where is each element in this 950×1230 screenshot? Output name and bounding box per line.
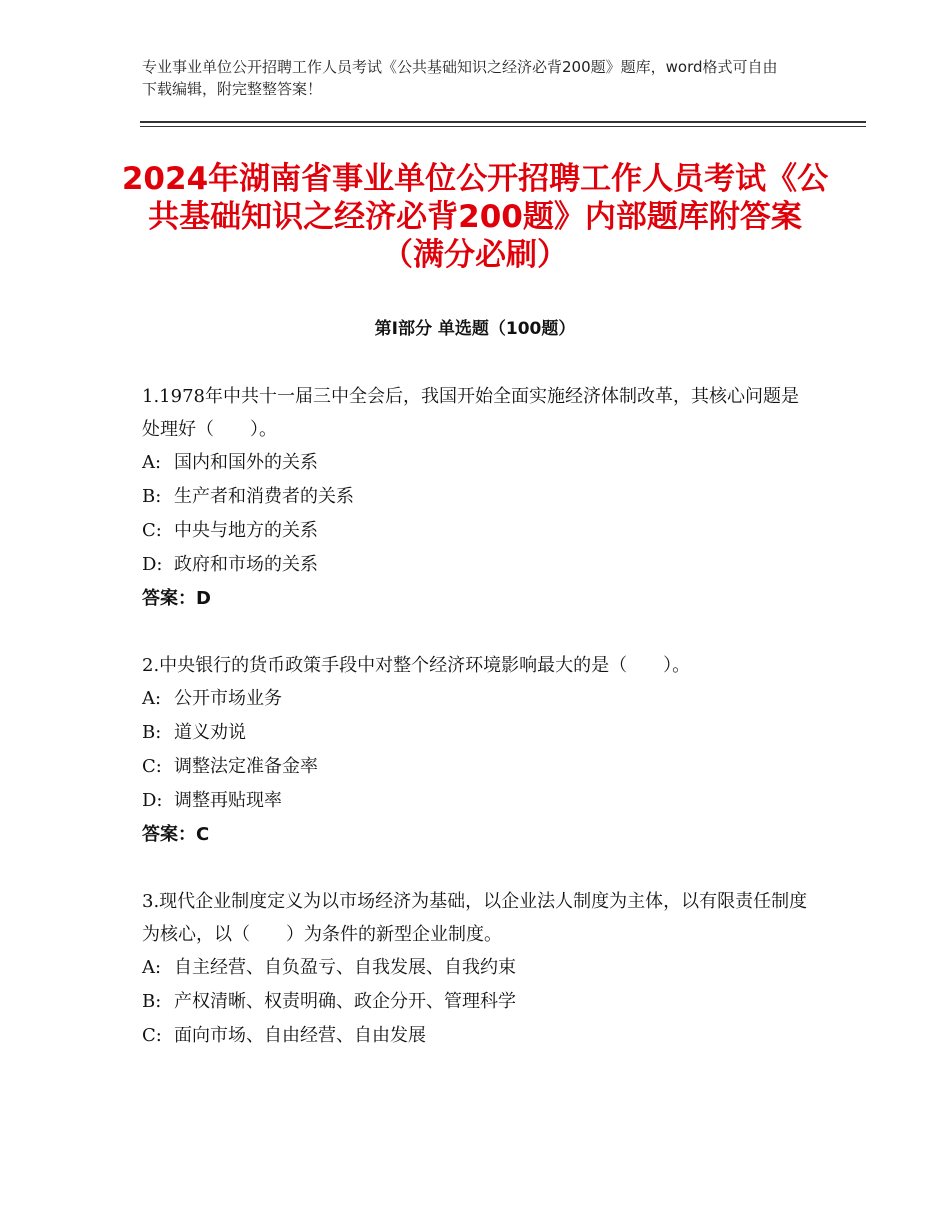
option-a xyxy=(142,446,812,480)
option-letter: A: xyxy=(142,452,162,473)
question-1 xyxy=(142,380,812,616)
question-list xyxy=(142,380,812,1086)
option-letter: B: xyxy=(142,991,162,1012)
option-letter: B: xyxy=(142,722,162,743)
option-text: 调整再贴现率 xyxy=(174,790,282,811)
option-letter: D: xyxy=(142,554,163,575)
option-a xyxy=(142,682,812,716)
question-stem: 3.现代企业制度定义为以市场经济为基础，以企业法人制度为主体，以有限责任制度为核心，以（ ）为条件的新型企业制度。 xyxy=(142,891,808,945)
header-rule-thin xyxy=(140,126,866,127)
option-letter: D: xyxy=(142,790,163,811)
section-title: 第Ⅰ部分 单选题（100题） xyxy=(374,319,576,339)
question-stem: 1.1978年中共十一届三中全会后，我国开始全面实施经济体制改革，其核心问题是处理好（ ）。 xyxy=(142,386,799,440)
option-letter: A: xyxy=(142,688,162,709)
header-note: 专业事业单位公开招聘工作人员考试《公共基础知识之经济必背200题》题库，word格式可自由下载编辑，附完整整答案！ xyxy=(142,58,778,98)
option-text: 国内和国外的关系 xyxy=(174,452,318,473)
option-letter: C: xyxy=(142,520,162,541)
option-c xyxy=(142,750,812,784)
option-text: 生产者和消费者的关系 xyxy=(174,486,354,507)
option-text: 公开市场业务 xyxy=(174,688,282,709)
answer-line: 答案：D xyxy=(142,588,211,609)
option-a xyxy=(142,951,812,985)
answer-line: 答案：C xyxy=(142,824,210,845)
option-letter: B: xyxy=(142,486,162,507)
option-text: 道义劝说 xyxy=(174,722,246,743)
question-2 xyxy=(142,649,812,852)
option-b xyxy=(142,985,812,1019)
option-c xyxy=(142,1019,812,1053)
header-rule-thick xyxy=(140,121,866,123)
option-text: 产权清晰、权责明确、政企分开、管理科学 xyxy=(174,991,516,1012)
option-text: 政府和市场的关系 xyxy=(174,554,318,575)
option-text: 调整法定准备金率 xyxy=(174,756,318,777)
option-b xyxy=(142,716,812,750)
option-text: 中央与地方的关系 xyxy=(174,520,318,541)
option-text: 自主经营、自负盈亏、自我发展、自我约束 xyxy=(174,957,516,978)
question-3 xyxy=(142,885,812,1053)
option-d xyxy=(142,784,812,818)
option-letter: C: xyxy=(142,1025,162,1046)
option-text: 面向市场、自由经营、自由发展 xyxy=(174,1025,426,1046)
document-title: 2024年湖南省事业单位公开招聘工作人员考试《公共基础知识之经济必背200题》内部题库附答案（满分必刷） xyxy=(121,161,829,273)
option-letter: C: xyxy=(142,756,162,777)
option-b xyxy=(142,480,812,514)
question-stem: 2.中央银行的货币政策手段中对整个经济环境影响最大的是（ ）。 xyxy=(142,655,691,676)
option-d xyxy=(142,548,812,582)
option-c xyxy=(142,514,812,548)
option-letter: A: xyxy=(142,957,162,978)
